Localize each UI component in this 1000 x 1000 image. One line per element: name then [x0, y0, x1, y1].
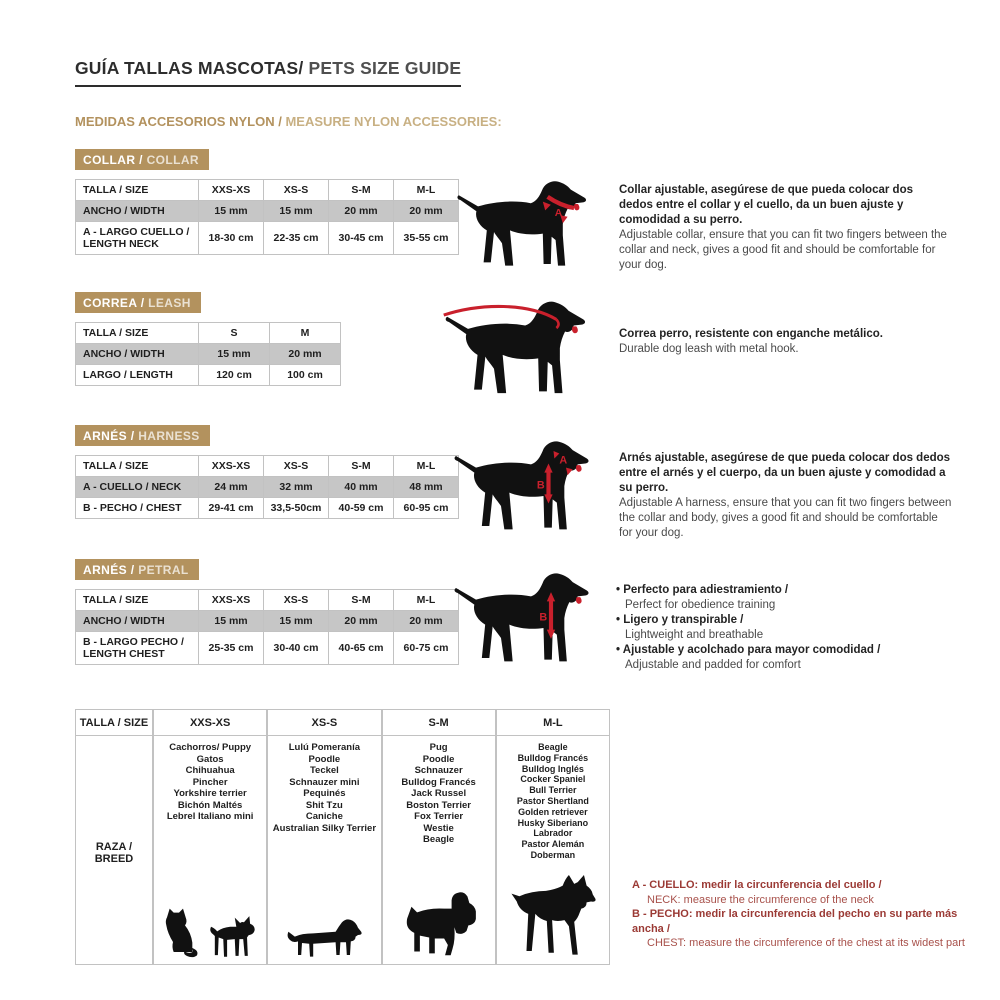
harness-section-badge [75, 425, 210, 446]
note-neck-es: A - CUELLO: medir la circunferencia del cuello / [632, 879, 882, 891]
cell-value: 30-45 cm [329, 222, 394, 255]
size-table-row [76, 632, 459, 665]
page-subtitle-en: MEASURE NYLON ACCESSORIES: [281, 114, 502, 129]
page-subtitle-es: MEDIDAS ACCESORIOS NYLON / [75, 114, 282, 129]
petral-bullet-en: Adjustable and padded for comfort [625, 659, 801, 671]
harness-description [619, 451, 953, 541]
row-label: TALLA / SIZE [76, 323, 199, 344]
leash-badge-en: LEASH [144, 296, 191, 310]
column-header: S-M [329, 590, 394, 611]
cell-value: 40 mm [329, 477, 394, 498]
breed-item: Lulú Pomeranía [288, 742, 360, 753]
cell-value: 40-65 cm [329, 632, 394, 665]
cell-value: 120 cm [199, 365, 270, 386]
cell-value: 20 mm [394, 201, 459, 222]
s-m-silhouettes [383, 889, 495, 959]
size-table-row [76, 344, 341, 365]
cell-value: 20 mm [394, 611, 459, 632]
harness-size-table [75, 455, 459, 519]
row-label: TALLA / SIZE [76, 456, 199, 477]
cell-value: 20 mm [329, 201, 394, 222]
cell-value: 32 mm [264, 477, 329, 498]
breed-item: Schnauzer [414, 765, 463, 776]
petral-dog-illustration [442, 568, 610, 668]
cell-value: 15 mm [264, 201, 329, 222]
collar-badge-es: COLLAR / [83, 153, 143, 167]
breed-col-s-m [382, 736, 496, 965]
breed-item: Schnauzer mini [289, 776, 360, 788]
leash-size-table-grid [75, 322, 341, 386]
leash-desc-en: Durable dog leash with metal hook. [619, 343, 799, 355]
petral-badge-es: ARNÉS / [83, 563, 135, 577]
collar-section-badge [75, 149, 209, 170]
harness-desc-en: Adjustable A harness, ensure that you can fit two fingers between the collar and body, gives a good fit and should be comfortable for your dog. [619, 497, 952, 539]
size-table-header-row [76, 590, 459, 611]
size-table-row [76, 201, 459, 222]
collar-marker-a-label: A [554, 208, 563, 219]
leash-desc-es: Correa perro, resistente con enganche metálico. [619, 328, 883, 340]
breed-item: Jack Russel [411, 788, 467, 799]
breed-item: Bulldog Inglés [521, 763, 584, 774]
breed-item: Cachorros/ Puppy [169, 742, 252, 753]
column-header: XXS-XS [199, 180, 264, 201]
breed-item: Poodle [308, 753, 341, 765]
collar-desc-es: Collar ajustable, asegúrese de que pueda colocar dos dedos entre el collar y el cuello, da un buen ajuste y comodidad a su perro. [619, 184, 913, 226]
page-title-en: PETS SIZE GUIDE [303, 58, 462, 78]
size-table-header-row [76, 180, 459, 201]
cell-value: 20 mm [329, 611, 394, 632]
schnauzer-silhouette-icon [399, 889, 479, 959]
cell-value: 15 mm [199, 344, 270, 365]
dachshund-silhouette-icon [276, 915, 372, 959]
breed-item: Golden retriever [518, 806, 588, 817]
breed-header-xxs-xs: XXS-XS [153, 709, 267, 736]
breed-item: Beagle [423, 834, 455, 845]
xs-s-silhouettes [268, 915, 380, 959]
column-header: XS-S [264, 456, 329, 477]
breed-item: Pastor Alemán [521, 839, 585, 850]
column-header: XS-S [264, 180, 329, 201]
petral-bullet-es: • Ligero y transpirable / [616, 613, 950, 628]
collar-size-table-grid [75, 179, 459, 255]
doberman-silhouette-icon [507, 875, 599, 959]
breed-col-xs-s [267, 736, 381, 965]
note-chest [632, 907, 966, 951]
breed-item: Lebrel Italiano mini [166, 811, 254, 822]
harness-marker-a-label: A [559, 454, 568, 467]
leash-description [619, 327, 949, 357]
petral-size-table-grid [75, 589, 459, 665]
cell-value: 25-35 cm [199, 632, 264, 665]
breed-item: Yorkshire terrier [173, 788, 247, 799]
cell-value: 15 mm [264, 611, 329, 632]
column-header: XXS-XS [199, 590, 264, 611]
note-neck-en: NECK: measure the circumference of the neck [647, 893, 874, 906]
breed-item: Bull Terrier [529, 785, 577, 796]
breed-size-table [75, 709, 610, 965]
cell-value: 15 mm [199, 201, 264, 222]
size-table-row [76, 222, 459, 255]
size-table-row [76, 611, 459, 632]
breed-header-xs-s: XS-S [267, 709, 381, 736]
row-label: TALLA / SIZE [76, 590, 199, 611]
column-header: S-M [329, 456, 394, 477]
note-chest-en: CHEST: measure the circumference of the chest at its widest part [647, 937, 965, 949]
column-header: XXS-XS [199, 456, 264, 477]
breed-header-s-m: S-M [382, 709, 496, 736]
leash-badge-es: CORREA / [83, 296, 145, 310]
m-l-silhouettes [497, 875, 609, 959]
leash-size-table [75, 322, 341, 386]
page-title [75, 58, 461, 87]
breed-item: Chihuahua [185, 765, 235, 776]
breed-item: Poodle [422, 753, 455, 765]
breed-item: Labrador [533, 828, 573, 839]
note-chest-es: B - PECHO: medir la circunferencia del pecho en su parte más ancha / [632, 908, 958, 935]
breed-item: Westie [423, 822, 454, 834]
leash-section-badge [75, 292, 201, 313]
collar-size-table [75, 179, 459, 255]
harness-desc-es: Arnés ajustable, asegúrese de que pueda colocar dos dedos entre el arnés y el cuerpo, da un buen ajuste y comodidad a su perro. [619, 452, 951, 494]
petral-section-badge [75, 559, 199, 580]
breed-row-label: RAZA / BREED [75, 736, 153, 965]
petral-bullet [616, 643, 950, 673]
breed-item: Bichón Maltés [177, 799, 243, 811]
cell-value: 22-35 cm [264, 222, 329, 255]
cell-value: 100 cm [270, 365, 341, 386]
size-table-row [76, 477, 459, 498]
petral-bullet [616, 583, 950, 613]
row-label: ANCHO / WIDTH [76, 611, 199, 632]
breed-item: Pincher [192, 776, 228, 788]
chihuahua-silhouette-icon [207, 913, 261, 959]
column-header: M-L [394, 590, 459, 611]
breed-item: Teckel [309, 765, 339, 776]
cat-silhouette-icon [159, 905, 199, 959]
harness-size-table-grid [75, 455, 459, 519]
cell-value: 24 mm [199, 477, 264, 498]
column-header: M [270, 323, 341, 344]
column-header: S [199, 323, 270, 344]
breed-item: Shit Tzu [305, 799, 343, 811]
cell-value: 18-30 cm [199, 222, 264, 255]
column-header: M-L [394, 180, 459, 201]
breed-item: Bulldog Francés [517, 752, 589, 763]
collar-badge-en: COLLAR [142, 153, 200, 167]
row-label: A - LARGO CUELLO / LENGTH NECK [76, 222, 199, 255]
breed-item: Doberman [530, 849, 576, 860]
size-table-header-row [76, 323, 341, 344]
petral-bullet-es: • Perfecto para adiestramiento / [616, 583, 950, 598]
cell-value: 33,5-50cm [264, 498, 329, 519]
row-label: B - LARGO PECHO / LENGTH CHEST [76, 632, 199, 665]
cell-value: 29-41 cm [199, 498, 264, 519]
breed-header-m-l: M-L [496, 709, 610, 736]
measuring-notes [632, 878, 966, 951]
breed-item: Bulldog Francés [401, 776, 476, 788]
cell-value: 60-95 cm [394, 498, 459, 519]
cell-value: 60-75 cm [394, 632, 459, 665]
row-label: LARGO / LENGTH [76, 365, 199, 386]
cell-value: 20 mm [270, 344, 341, 365]
cell-value: 40-59 cm [329, 498, 394, 519]
collar-dog-illustration [442, 176, 610, 272]
breed-item: Australian Silky Terrier [272, 822, 377, 834]
breed-item: Beagle [538, 742, 568, 752]
harness-marker-b-label: B [536, 479, 545, 492]
breed-item: Caniche [305, 811, 343, 822]
row-label: B - PECHO / CHEST [76, 498, 199, 519]
petral-bullet-en: Lightweight and breathable [625, 629, 764, 641]
harness-badge-es: ARNÉS / [83, 429, 135, 443]
breed-item: Cocker Spaniel [520, 774, 586, 785]
cell-value: 48 mm [394, 477, 459, 498]
petral-feature-list [616, 583, 950, 673]
breed-header-talla: TALLA / SIZE [75, 709, 153, 736]
size-table-row [76, 365, 341, 386]
petral-bullet [616, 613, 950, 643]
collar-description [619, 183, 949, 273]
column-header: S-M [329, 180, 394, 201]
harness-dog-illustration [442, 436, 610, 536]
breed-col-xxs-xs [153, 736, 267, 965]
petral-marker-b-label: B [539, 611, 548, 624]
row-label: TALLA / SIZE [76, 180, 199, 201]
row-label: ANCHO / WIDTH [76, 201, 199, 222]
breed-table-body-row [75, 736, 610, 965]
xxs-xs-silhouettes [154, 905, 266, 959]
page-subtitle [75, 114, 502, 129]
row-label: A - CUELLO / NECK [76, 477, 199, 498]
column-header: M-L [394, 456, 459, 477]
breed-item: Pug [429, 742, 448, 753]
row-label: ANCHO / WIDTH [76, 344, 199, 365]
collar-desc-en: Adjustable collar, ensure that you can fit two fingers between the collar and neck, gives a good fit and should be comfortable for your dog. [619, 229, 947, 271]
breed-table-header-row [75, 709, 610, 736]
leash-dog-illustration [430, 296, 610, 400]
column-header: XS-S [264, 590, 329, 611]
breed-item: Boston Terrier [406, 799, 471, 811]
breed-col-m-l [496, 736, 610, 965]
petral-badge-en: PETRAL [134, 563, 189, 577]
breed-item: Gatos [196, 753, 224, 765]
size-table-header-row [76, 456, 459, 477]
breed-item: Husky Siberiano [517, 817, 589, 828]
cell-value: 15 mm [199, 611, 264, 632]
harness-badge-en: HARNESS [134, 429, 200, 443]
size-table-row [76, 498, 459, 519]
cell-value: 35-55 cm [394, 222, 459, 255]
petral-bullet-en: Perfect for obedience training [625, 599, 776, 611]
petral-bullet-es: • Ajustable y acolchado para mayor comodidad / [616, 643, 950, 658]
page-title-es: GUÍA TALLAS MASCOTAS/ [75, 58, 304, 78]
petral-size-table [75, 589, 459, 665]
cell-value: 30-40 cm [264, 632, 329, 665]
breed-item: Pequinés [303, 788, 346, 799]
note-neck [632, 878, 966, 907]
breed-item: Fox Terrier [414, 811, 464, 822]
breed-item: Pastor Shertland [516, 795, 589, 806]
